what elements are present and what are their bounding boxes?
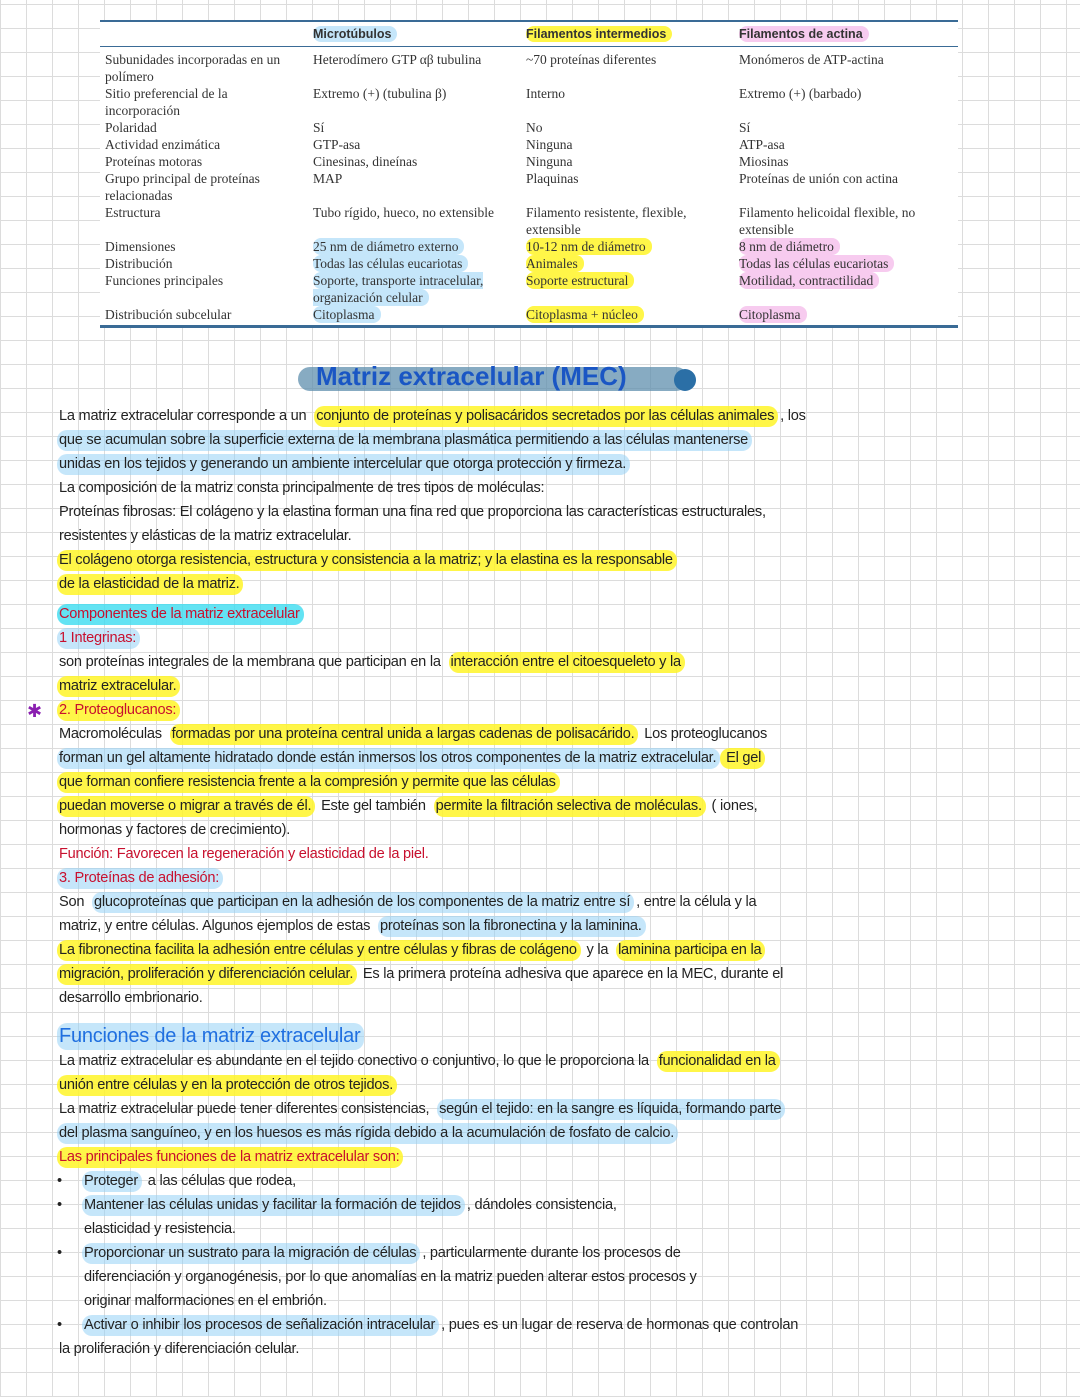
text-line [57, 1049, 1057, 1073]
cell-text: Tubo rígido, hueco, no extensible [313, 205, 494, 220]
table-cell [526, 170, 739, 204]
cell-text: 10-12 nm de diámetro [526, 238, 652, 255]
section-componentes [27, 602, 1057, 1010]
text-line [57, 524, 1057, 548]
text-line [57, 986, 1057, 1010]
text-segment: Proteínas fibrosas: El colágeno y la elastina forman una fina red que proporciona las características estructurales, [59, 504, 766, 520]
cell-text: Todas las células eucariotas [313, 255, 468, 272]
cell-text: GTP-asa [313, 137, 361, 152]
highlighted-text: 3. Proteínas de adhesión: [57, 868, 223, 889]
highlighted-text: Activar o inhibir los procesos de señalización intracelular [82, 1315, 439, 1336]
cell-text: Extremo (+) (tubulina β) [313, 86, 447, 101]
text-segment: Este gel también [317, 798, 430, 814]
table-cell [526, 255, 739, 272]
column-header [526, 25, 739, 43]
row-label [100, 272, 313, 306]
table-cell [526, 51, 739, 85]
table-cell [739, 119, 958, 136]
text-line [57, 626, 1057, 650]
text-line [57, 500, 1057, 524]
cell-text: Polaridad [105, 120, 157, 135]
text-line [57, 650, 1057, 674]
table-cell [526, 272, 739, 306]
highlighted-text: puedan moverse o migrar a través de él. [57, 796, 315, 817]
text-segment: originar malformaciones en el embrión. [84, 1293, 327, 1309]
text-line [57, 794, 1057, 818]
cell-text: Distribución [105, 256, 173, 271]
text-line [57, 890, 1057, 914]
text-line [57, 602, 1057, 626]
bullet-item [57, 1193, 1057, 1217]
cell-text: Soporte estructural [526, 272, 634, 289]
table-cell [739, 238, 958, 255]
cytoskeleton-comparison-table [100, 20, 958, 328]
text-segment: son proteínas integrales de la membrana que participan en la [59, 654, 445, 670]
cell-text: Citoplasma + núcleo [526, 306, 644, 323]
cell-text: Sí [739, 120, 751, 135]
page-title: Matriz extracelular (MEC) [316, 361, 627, 391]
text-segment: La matriz extracelular es abundante en el tejido conectivo o conjuntivo, lo que le proporciona la [59, 1053, 653, 1069]
table-cell [313, 204, 526, 238]
cell-text: Motilidad, contractilidad [739, 272, 879, 289]
cell-text: Funciones principales [105, 273, 224, 288]
row-label [100, 255, 313, 272]
column-header-text: Filamentos de actina [739, 26, 869, 42]
table-cell [313, 272, 526, 306]
highlighted-text: unidas en los tejidos y generando un ambiente intercelular que otorga protección y firmeza. [57, 454, 630, 475]
highlighted-text: proteínas son la fibronectina y la laminina. [378, 916, 646, 937]
highlighted-text: glucoproteínas que participan en la adhesión de los componentes de la matriz entre sí [92, 892, 634, 913]
table-cell [739, 85, 958, 119]
text-segment: Macromoléculas [59, 726, 166, 742]
text-segment: elasticidad y resistencia. [84, 1221, 236, 1237]
row-label [100, 153, 313, 170]
table-cell [526, 85, 739, 119]
row-label [100, 170, 313, 204]
cell-text: Citoplasma [739, 306, 807, 323]
cell-text: Interno [526, 86, 565, 101]
text-line [57, 818, 1057, 842]
highlighted-text: permite la filtración selectiva de moléculas. [434, 796, 706, 817]
highlighted-text: El colágeno otorga resistencia, estructura y consistencia a la matriz; y la elastina es la responsable [57, 550, 677, 571]
text-segment: Función: Favorecen la regeneración y elasticidad de la piel. [59, 846, 429, 862]
table-cell [313, 85, 526, 119]
highlighted-text: Las principales funciones de la matriz extracelular son: [57, 1147, 403, 1168]
text-line [57, 914, 1057, 938]
text-line [27, 698, 1057, 722]
highlighted-text: Proteger [82, 1171, 142, 1192]
table-row [100, 255, 958, 272]
table-row [100, 136, 958, 153]
row-label [100, 204, 313, 238]
text-line [57, 404, 1057, 428]
highlighted-text: que forman confiere resistencia frente a la compresión y permite que las células [57, 772, 560, 793]
cell-text: Ninguna [526, 137, 573, 152]
cell-text: Estructura [105, 205, 161, 220]
highlighted-text: forman un gel altamente hidratado donde están inmersos los otros componentes de la matriz extracelular. [57, 748, 720, 769]
highlighted-text: Mantener las células unidas y facilitar la formación de tejidos [82, 1195, 465, 1216]
highlighted-text: según el tejido: en la sangre es líquida, formando parte [437, 1099, 785, 1120]
text-line [57, 1337, 1057, 1361]
bullet-item [57, 1241, 1057, 1265]
table-cell [739, 255, 958, 272]
bullet-item [57, 1313, 1057, 1337]
row-label [100, 136, 313, 153]
text-segment: la proliferación y diferenciación celular. [59, 1341, 300, 1357]
cell-text: ~70 proteínas diferentes [526, 52, 657, 67]
cell-text: Subunidades incorporadas en un polímero [105, 52, 281, 84]
cell-text: Dimensiones [105, 239, 176, 254]
row-label [100, 85, 313, 119]
cell-text: No [526, 120, 543, 135]
text-line [57, 548, 1057, 572]
text-segment: y la [582, 942, 613, 958]
highlighted-text: Funciones de la matriz extracelular [57, 1023, 364, 1050]
column-header [739, 25, 958, 43]
text-line [57, 722, 1057, 746]
text-segment: matriz, y entre células. Algunos ejemplos de estas [59, 918, 374, 934]
notes-body [27, 404, 1057, 1367]
table-row [100, 204, 958, 238]
cell-text: Actividad enzimática [105, 137, 221, 152]
highlighted-text: matriz extracelular. [57, 676, 180, 697]
table-cell [739, 136, 958, 153]
table-cell [739, 51, 958, 85]
row-label [100, 51, 313, 85]
table-cell [526, 119, 739, 136]
text-segment: Es la primera proteína adhesiva que aparece en la MEC, durante el [359, 966, 784, 982]
table-row [100, 272, 958, 306]
text-segment: La composición de la matriz consta principalmente de tres tipos de moléculas: [59, 480, 545, 496]
table-row [100, 51, 958, 85]
table-cell [526, 153, 739, 170]
cell-text: Soporte, transporte intracelular, organización celular [313, 273, 484, 305]
text-segment: , entre la célula y la [636, 894, 757, 910]
text-line [57, 938, 1057, 962]
text-line [57, 1265, 1057, 1289]
highlighted-text: 2. Proteoglucanos: [57, 700, 180, 721]
table-row [100, 153, 958, 170]
highlighted-text: interacción entre el citoesqueleto y la [449, 652, 685, 673]
row-label [100, 119, 313, 136]
text-line [57, 1097, 1057, 1121]
text-line [57, 1217, 1057, 1241]
table-cell [739, 153, 958, 170]
column-header-text [105, 26, 111, 42]
highlighted-text: de la elasticidad de la matriz. [57, 574, 243, 595]
table-body [100, 51, 958, 323]
text-segment: ( iones, [707, 798, 758, 814]
text-segment: a las células que rodea, [143, 1173, 296, 1189]
row-label [100, 306, 313, 323]
table-cell [313, 255, 526, 272]
highlighted-text: que se acumulan sobre la superficie externa de la membrana plasmática permitiendo a las células mantenerse [57, 430, 752, 451]
section-heading [57, 1023, 1057, 1049]
cell-text: 8 nm de diámetro [739, 238, 840, 255]
cell-text: Todas las células eucariotas [739, 255, 894, 272]
cell-text: Grupo principal de proteínas relacionadas [105, 171, 260, 203]
text-line [57, 770, 1057, 794]
cell-text: Heterodímero GTP αβ tubulina [313, 52, 482, 67]
highlighted-text: La fibronectina facilita la adhesión entre células y entre células y fibras de colágeno [57, 940, 581, 961]
table-cell [313, 238, 526, 255]
text-line [57, 1145, 1057, 1169]
cell-text: Animales [526, 255, 584, 272]
table-cell [313, 170, 526, 204]
row-label [100, 238, 313, 255]
section-intro [57, 404, 1057, 596]
cell-text: Sí [313, 120, 325, 135]
highlighted-text: 1 Integrinas: [57, 628, 140, 649]
cell-text: Monómeros de ATP-actina [739, 52, 884, 67]
cell-text: Extremo (+) (barbado) [739, 86, 862, 101]
text-segment: , pues es un lugar de reserva de hormonas que controlan [441, 1317, 799, 1333]
cell-text: Proteínas de unión con actina [739, 171, 898, 186]
text-segment: Los proteoglucanos [640, 726, 768, 742]
column-header-text: Filamentos intermedios [526, 26, 672, 42]
table-cell [313, 306, 526, 323]
cell-text: Sitio preferencial de la incorporación [105, 86, 228, 118]
table-header [100, 22, 958, 47]
table-cell [313, 51, 526, 85]
table-cell [526, 204, 739, 238]
cell-text: Miosinas [739, 154, 789, 169]
star-icon: ✱ [27, 701, 42, 721]
cell-text: Cinesinas, dineínas [313, 154, 418, 169]
cell-text: Proteínas motoras [105, 154, 203, 169]
cell-text: 25 nm de diámetro externo [313, 238, 464, 255]
highlighted-text: unión entre células y en la protección de otros tejidos. [57, 1075, 397, 1096]
text-line [57, 452, 1057, 476]
text-line [57, 1073, 1057, 1097]
cell-text: Citoplasma [313, 306, 381, 323]
highlighted-text: del plasma sanguíneo, y en los huesos es más rígida debido a la acumulación de fosfato de calcio. [57, 1123, 678, 1144]
table-row [100, 238, 958, 255]
text-segment: La matriz extracelular puede tener diferentes consistencias, [59, 1101, 434, 1117]
table-cell [739, 306, 958, 323]
text-line [57, 962, 1057, 986]
cell-text: ATP-asa [739, 137, 785, 152]
text-segment: , los [780, 408, 806, 424]
cell-text: MAP [313, 171, 343, 186]
table-cell [739, 204, 958, 238]
highlighted-text: Componentes de la matriz extracelular [57, 604, 304, 625]
highlighted-text: Proporcionar un sustrato para la migración de células [82, 1243, 420, 1264]
section-funciones [57, 1023, 1057, 1361]
table-cell [526, 306, 739, 323]
text-segment: desarrollo embrionario. [59, 990, 203, 1006]
highlighted-text: El gel [720, 748, 765, 769]
highlighted-text: conjunto de proteínas y polisacáridos secretados por las células animales [314, 406, 778, 427]
text-segment: Son [59, 894, 89, 910]
cell-text: Ninguna [526, 154, 573, 169]
column-header [313, 25, 526, 43]
bullet-item [57, 1169, 1057, 1193]
table-cell [313, 119, 526, 136]
section-title-block [298, 361, 698, 393]
table-row [100, 306, 958, 323]
table-cell [526, 238, 739, 255]
highlighted-text: funcionalidad en la [657, 1051, 780, 1072]
text-line [57, 428, 1057, 452]
text-line [57, 476, 1057, 500]
table-cell [739, 170, 958, 204]
column-header [100, 25, 313, 43]
table-row [100, 170, 958, 204]
text-line [57, 1289, 1057, 1313]
cell-text: Plaquinas [526, 171, 579, 186]
text-segment: hormonas y factores de crecimiento). [59, 822, 291, 838]
text-segment: diferenciación y organogénesis, por lo que anomalías en la matriz pueden alterar estos procesos y [84, 1269, 697, 1285]
cell-text: Filamento resistente, flexible, extensible [526, 205, 687, 237]
text-line [57, 746, 1057, 770]
text-line [57, 674, 1057, 698]
text-segment: resistentes y elásticas de la matriz extracelular. [59, 528, 352, 544]
table-cell [739, 272, 958, 306]
text-segment: , particularmente durante los procesos de [422, 1245, 681, 1261]
cell-text: Filamento helicoidal flexible, no extensible [739, 205, 916, 237]
table-cell [526, 136, 739, 153]
title-dot-decoration [674, 369, 696, 391]
text-line [57, 572, 1057, 596]
highlighted-text: laminina participa en la [616, 940, 765, 961]
text-line [57, 866, 1057, 890]
table-cell [313, 153, 526, 170]
cell-text: Distribución subcelular [105, 307, 232, 322]
text-segment: , dándoles consistencia, [466, 1197, 617, 1213]
table-row [100, 85, 958, 119]
text-line [57, 1121, 1057, 1145]
text-line [57, 842, 1057, 866]
highlighted-text: formadas por una proteína central unida a largas cadenas de polisacárido. [170, 724, 639, 745]
table-cell [313, 136, 526, 153]
highlighted-text: migración, proliferación y diferenciación celular. [57, 964, 357, 985]
text-segment: La matriz extracelular corresponde a un [59, 408, 311, 424]
table-row [100, 119, 958, 136]
column-header-text: Microtúbulos [313, 26, 397, 42]
